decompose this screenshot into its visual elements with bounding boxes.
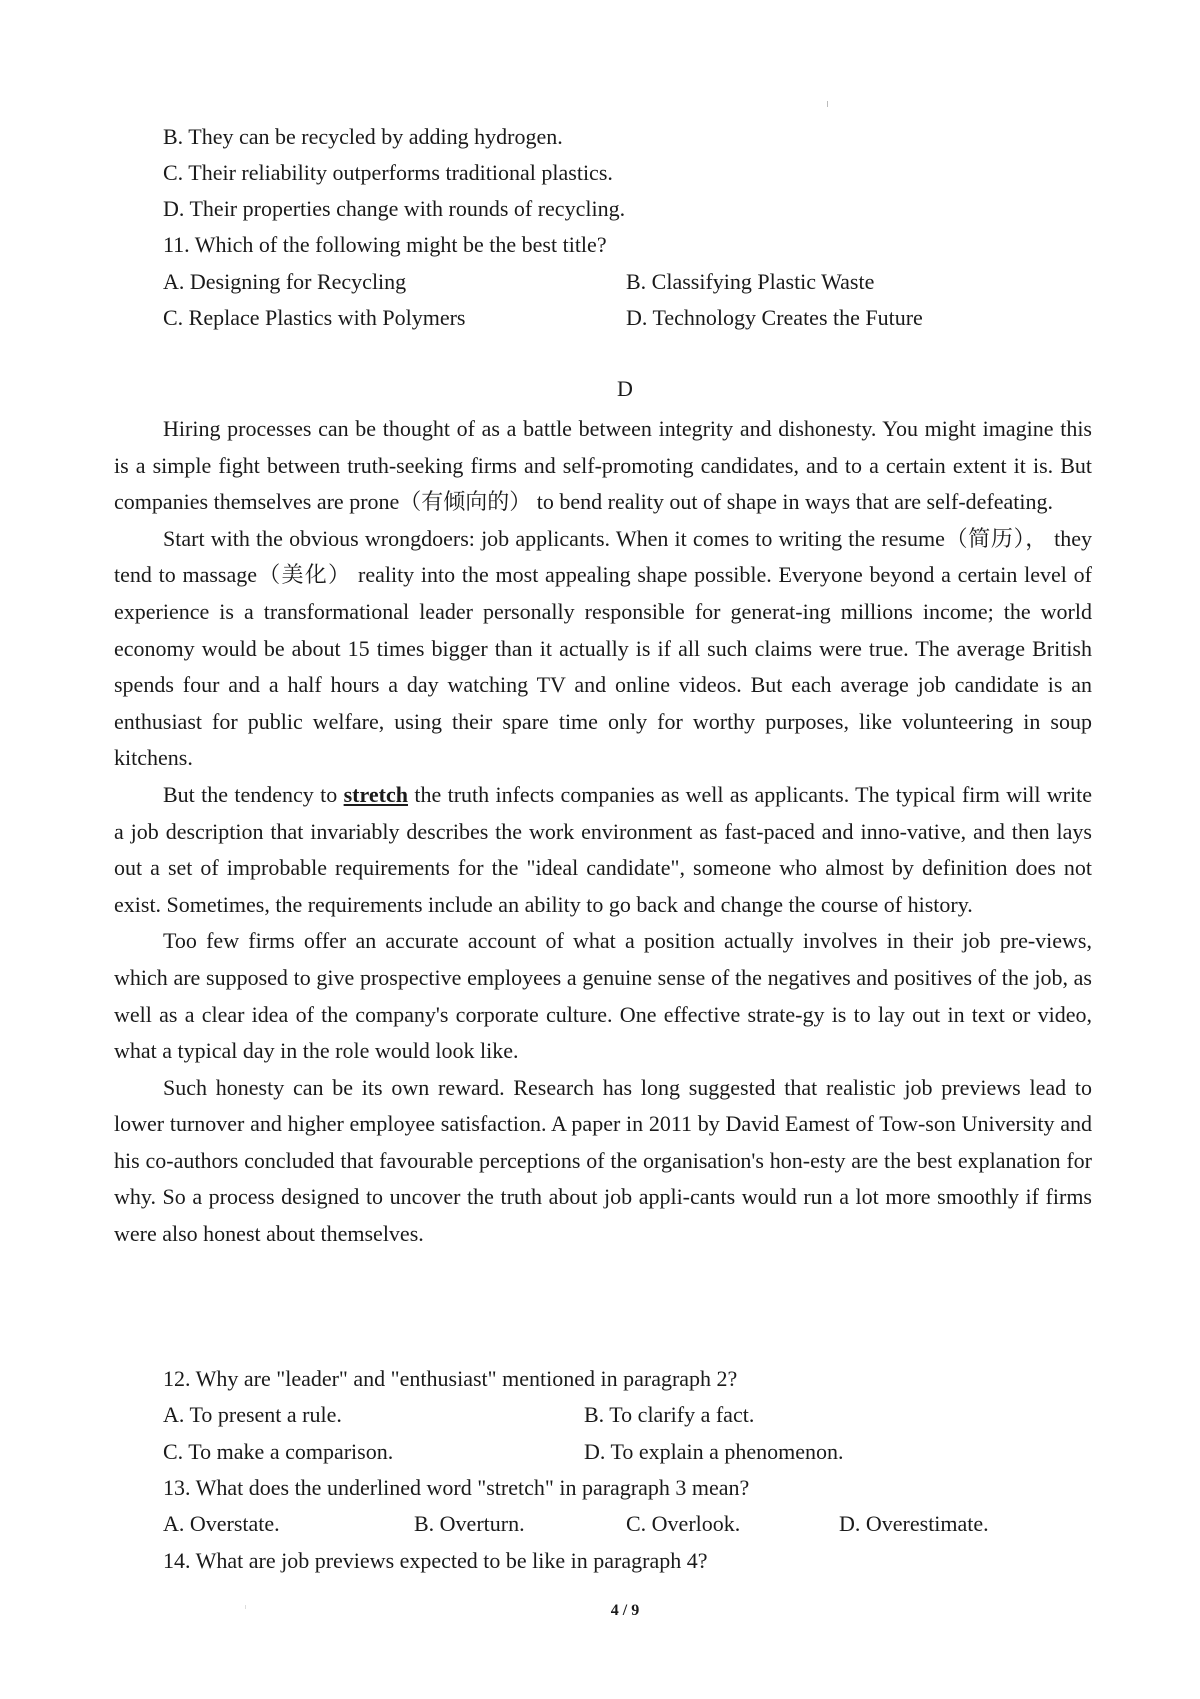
paragraph-3-lead: But the tendency to <box>163 781 344 807</box>
q11-option-d: D. Technology Creates the Future <box>626 305 923 330</box>
section-heading: D <box>617 376 633 401</box>
q12-option-b: B. To clarify a fact. <box>584 1402 755 1427</box>
question-11: 11. Which of the following might be the best title? <box>163 232 607 257</box>
q13-option-a: A. Overstate. <box>163 1511 280 1536</box>
paragraph-3-rest: the truth infects companies as well as applicants. The typical firm will write a job description that invariably describes the work environment as fast-paced and inno-vative, and then lays out a set of improbable requirements for the "ideal candidate", someone who almost by definition does not exist. Sometimes, the requirements include an ability to go back and change the course of history. <box>114 781 1092 917</box>
paragraph-2: Start with the obvious wrongdoers: job applicants. When it comes to writing the resume（简历）， they tend to massage（美化） reality into the most appealing shape possible. Everyone beyond a certain level of experience is a transformational leader personally responsible for generat-ing millions income; the world economy would be about 15 times bigger than it actually is if all such claims were true. The average British spends four and a half hours a day watching TV and online videos. But each average job candidate is an enthusiast for public welfare, using their spare time only for worthy purposes, like volunteering in soup kitchens. <box>114 525 1092 771</box>
paragraph-3 <box>114 777 1092 923</box>
question-14: 14. What are job previews expected to be like in paragraph 4? <box>163 1548 708 1573</box>
q11-option-b: B. Classifying Plastic Waste <box>626 269 875 294</box>
q12-option-a: A. To present a rule. <box>163 1402 342 1427</box>
reading-passage <box>114 411 1092 1253</box>
q12-option-d: D. To explain a phenomenon. <box>584 1439 844 1464</box>
scan-speck <box>827 101 828 107</box>
option-b-prev: B. They can be recycled by adding hydrogen. <box>163 124 563 149</box>
q13-option-b: B. Overturn. <box>414 1511 525 1536</box>
q11-option-c: C. Replace Plastics with Polymers <box>163 305 466 330</box>
paragraph-5: Such honesty can be its own reward. Research has long suggested that realistic job previews lead to lower turnover and higher employee satisfaction. A paper in 2011 by David Eamest of Tow-son University and his co-authors concluded that favourable perceptions of the organisation's hon-esty are the best explanation for why. So a process designed to uncover the truth about job appli-cants would run a lot more smoothly if firms were also honest about themselves. <box>114 1074 1092 1247</box>
paragraph-4: Too few firms offer an accurate account of what a position actually involves in their job pre-views, which are supposed to give prospective employees a genuine sense of the negatives and positives of the job, as well as a clear idea of the company's corporate culture. One effective strate-gy is to lay out in text or video, what a typical day in the role would look like. <box>114 928 1092 1064</box>
q12-option-c: C. To make a comparison. <box>163 1439 394 1464</box>
paragraph-1: Hiring processes can be thought of as a battle between integrity and dishonesty. You might imagine this is a simple fight between truth-seeking firms and self-promoting candidates, and to a certain extent it is. But companies themselves are prone（有倾向的） to bend reality out of shape in ways that are self-defeating. <box>114 416 1092 515</box>
option-d-prev: D. Their properties change with rounds of recycling. <box>163 196 626 221</box>
question-13: 13. What does the underlined word "stretch" in paragraph 3 mean? <box>163 1475 750 1500</box>
q11-option-a: A. Designing for Recycling <box>163 269 407 294</box>
question-12: 12. Why are "leader" and "enthusiast" mentioned in paragraph 2? <box>163 1366 738 1391</box>
option-c-prev: C. Their reliability outperforms traditional plastics. <box>163 160 613 185</box>
q13-option-d: D. Overestimate. <box>839 1511 989 1536</box>
q13-option-c: C. Overlook. <box>626 1511 741 1536</box>
page-number: 4 / 9 <box>610 1602 640 1619</box>
underlined-word-stretch: stretch <box>343 781 408 807</box>
